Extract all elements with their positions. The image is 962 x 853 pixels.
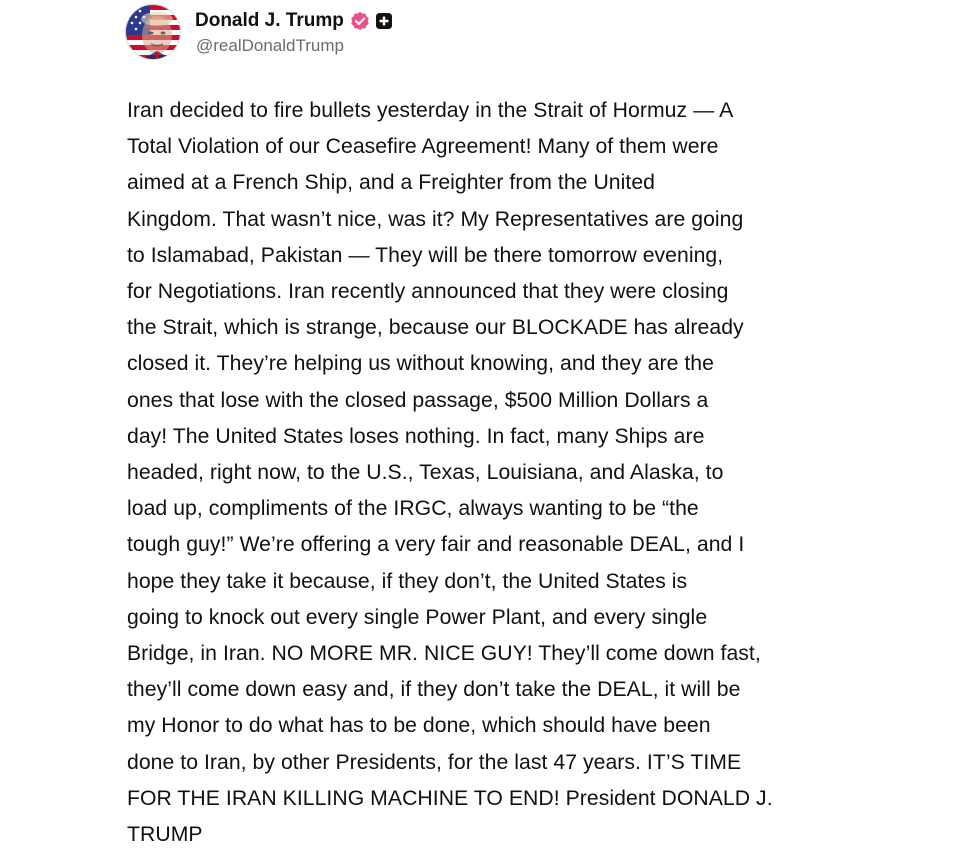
post-header	[125, 4, 545, 62]
post-text-line: day! The United States loses nothing. In fact, many Ships are	[127, 424, 705, 448]
post-text-line: Total Violation of our Ceasefire Agreement! Many of them were	[127, 135, 719, 159]
avatar[interactable]	[125, 4, 181, 60]
user-handle[interactable]: @realDonaldTrump	[196, 36, 344, 55]
post-text-line: tough guy!” We’re offering a very fair and reasonable DEAL, and I	[127, 533, 745, 557]
post-text-line: Bridge, in Iran. NO MORE MR. NICE GUY! They’ll come down fast,	[127, 642, 761, 666]
display-name[interactable]: Donald J. Trump	[195, 10, 344, 31]
post-text-line: going to knock out every single Power Plant, and every single	[127, 605, 708, 629]
avatar-flag-portrait-icon	[126, 5, 181, 60]
post-text-line: hope they take it because, if they don’t, the United States is	[127, 569, 688, 593]
post-text-line: done to Iran, by other Presidents, for the last 47 years. IT’S TIME	[127, 750, 742, 774]
post-text-line: they’ll come down easy and, if they don’t take the DEAL, it will be	[127, 678, 741, 702]
post-text-line: my Honor to do what has to be done, which should have been	[127, 714, 711, 738]
author-name-row	[195, 9, 392, 33]
post-text-line: Kingdom. That wasn’t nice, was it? My Representatives are going	[127, 207, 744, 231]
post-text-line: headed, right now, to the U.S., Texas, Louisiana, and Alaska, to	[127, 461, 724, 485]
post-text-line: TRUMP	[127, 823, 203, 847]
post-text-line: aimed at a French Ship, and a Freighter from the United	[127, 171, 655, 195]
post-text-line: to Islamabad, Pakistan — They will be there tomorrow evening,	[127, 243, 724, 267]
post-text-line: closed it. They’re helping us without knowing, and they are the	[127, 352, 714, 376]
post-text-line: the Strait, which is strange, because our BLOCKADE has already	[127, 316, 744, 340]
post-text-line: FOR THE IRAN KILLING MACHINE TO END! President DONALD J.	[127, 786, 773, 810]
plus-square-icon[interactable]	[376, 13, 392, 29]
post-text-line: load up, compliments of the IRGC, always wanting to be “the	[127, 497, 699, 521]
post-text-line: ones that lose with the closed passage, $500 Million Dollars a	[127, 388, 709, 412]
post-body-text	[127, 93, 847, 853]
verified-badge-icon	[350, 11, 370, 31]
post-text-line: Iran decided to fire bullets yesterday in the Strait of Hormuz — A	[127, 99, 734, 122]
post-text-line: for Negotiations. Iran recently announced that they were closing	[127, 280, 729, 304]
